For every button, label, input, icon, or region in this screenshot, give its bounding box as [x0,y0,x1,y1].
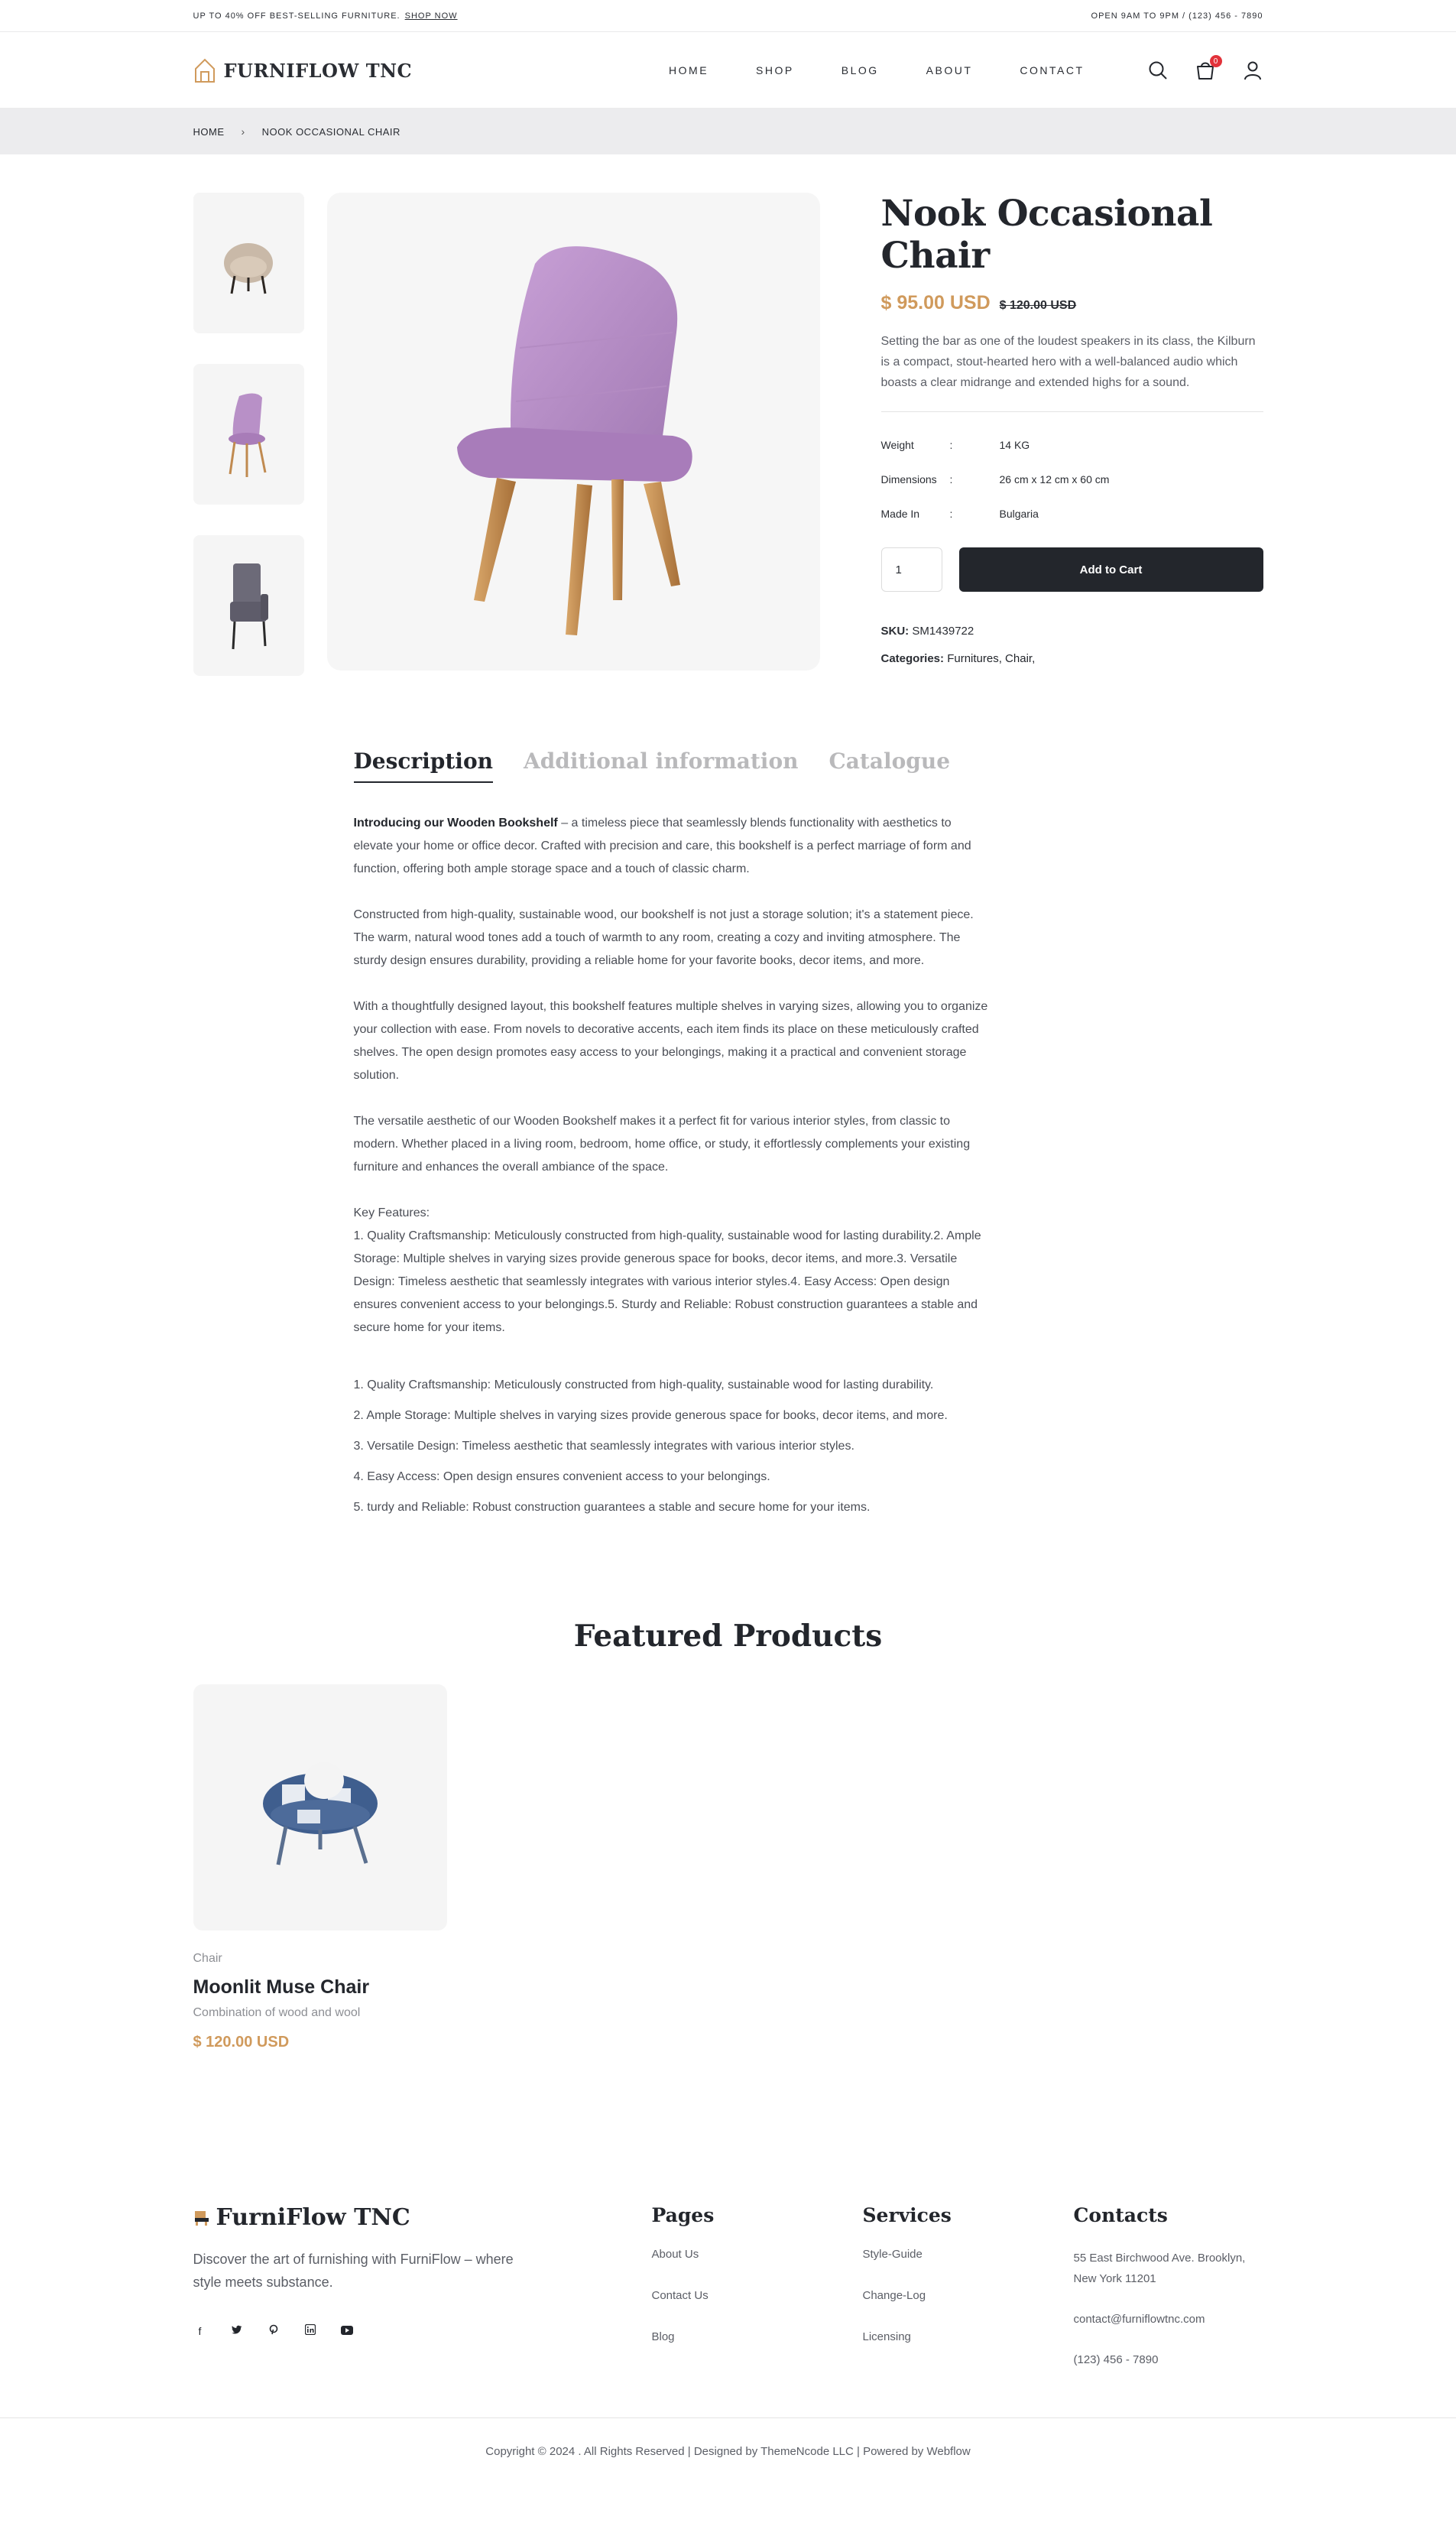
footer-brand [193,2204,652,2390]
spec-separator: : [949,507,953,520]
footer-link-style-guide[interactable]: Style-Guide [862,2248,923,2261]
featured-title: Featured Products [573,1619,883,1654]
footer-brand-name: FurniFlow TNC [216,2204,410,2231]
sku-label: SKU: [880,625,910,638]
product-card-subtitle: Combination of wood and wool [193,2006,361,2019]
sku-row [881,618,1263,645]
search-icon[interactable] [1147,60,1169,81]
chevron-right-icon: › [241,125,245,138]
cart-count-badge: 0 [1210,55,1222,67]
footer-link-licensing[interactable]: Licensing [862,2330,911,2343]
nav-home[interactable]: HOME [669,64,709,76]
list-item: 1. Quality Craftsmanship: Meticulously constructed from high-quality, sustainable wood for lasting durability. [353,1378,934,1391]
spec-dimensions [881,462,1263,496]
main-nav [669,64,1084,76]
intro-text: – a timeless piece that seamlessly blends functionality with aesthetics to elevate your home or office decor. Crafted with precision and care, this bookshelf is a perfect marriage of form and function, offering both ample storage space and a touch of classic charm. [353,817,971,875]
footer-pages-title: Pages [651,2204,715,2226]
footer-pages [652,2204,863,2390]
twitter-icon[interactable] [230,2324,244,2337]
spec-separator: : [949,438,953,451]
facebook-icon[interactable]: f [198,2324,202,2337]
spec-value: Bulgaria [999,507,1039,520]
main-product-image[interactable] [327,193,820,671]
product-meta [881,618,1263,673]
nav-shop[interactable]: SHOP [756,64,794,76]
list-item: 3. Versatile Design: Timeless aesthetic that seamlessly integrates with various interior styles. [353,1440,854,1453]
footer-contacts-title: Contacts [1073,2204,1168,2226]
key-features-block [354,1202,988,1339]
original-price: $ 120.00 USD [999,299,1077,312]
footer-logo[interactable] [193,2204,652,2231]
category-links[interactable]: Furnitures, Chair, [947,652,1036,665]
add-to-cart-button[interactable]: Add to Cart [959,547,1263,592]
purchase-controls [881,547,1263,592]
tab-bar [354,748,988,783]
tab-additional-information[interactable]: Additional information [523,748,799,774]
spec-separator: : [949,472,953,485]
sku-value: SM1439722 [912,625,974,638]
product-card-category: Chair [193,1952,222,1965]
pinterest-icon[interactable] [267,2324,280,2337]
nav-about[interactable]: ABOUT [926,64,973,76]
breadcrumb-current: NOOK OCCASIONAL CHAIR [261,125,400,138]
product-card-image[interactable] [193,1684,447,1930]
nav-contact[interactable]: CONTACT [1020,64,1085,76]
key-features-list [354,1370,988,1523]
spec-weight [881,427,1263,462]
copyright: Copyright © 2024 . All Rights Reserved | Designed by ThemeNcode LLC | Powered by Webflow [0,2417,1456,2485]
footer-link-about[interactable]: About Us [651,2248,699,2261]
product-title: Nook Occasional Chair [880,193,1213,277]
spec-label: Dimensions [880,472,937,485]
breadcrumb [0,109,1456,154]
user-icon[interactable] [1242,60,1263,81]
footer-services [863,2204,1074,2390]
promo-message: UP TO 40% OFF BEST-SELLING FURNITURE. [193,11,400,21]
description-section [354,748,988,1523]
quantity-input[interactable]: 1 [881,547,942,592]
footer-link-contact[interactable]: Contact Us [651,2289,709,2302]
tab-catalogue[interactable]: Catalogue [829,748,951,774]
featured-products [193,1619,1263,2051]
list-item: 2. Ample Storage: Multiple shelves in varying sizes provide generous space for books, decor items, and more. [353,1409,948,1422]
spec-value: 14 KG [999,438,1030,451]
logo-text: FURNIFLOW TNC [223,59,413,82]
description-paragraph: Constructed from high-quality, sustainable wood, our bookshelf is not just a storage solution; it's a statement piece. The warm, natural wood tones add a touch of warmth to any room, creating a cozy and inviting atmosphere. The sturdy design ensures durability, providing a reliable home for your favorite books, decor items, and more. [353,908,974,967]
product-section [193,193,1263,676]
promo-bar [0,0,1456,32]
list-item: 4. Easy Access: Open design ensures convenient access to your belongings. [353,1470,770,1483]
description-paragraph: The versatile aesthetic of our Wooden Bookshelf makes it a perfect fit for various interior styles, from classic to modern. Whether placed in a living room, bedroom, home office, or study, it effortlessly complements your existing furniture and enhances the overall ambiance of the space. [353,1115,971,1174]
promo-text [193,11,458,21]
footer-email[interactable]: contact@furniflowtnc.com [1073,2313,1205,2326]
intro-heading: Introducing our Wooden Bookshelf [353,817,558,830]
breadcrumb-home[interactable]: HOME [193,125,225,138]
product-info [881,193,1263,676]
footer-address: 55 East Birchwood Ave. Brooklyn, New York 11201 [1073,2252,1246,2285]
footer-services-title: Services [862,2204,952,2226]
footer-phone[interactable]: (123) 456 - 7890 [1073,2353,1159,2366]
description-paragraph: With a thoughtfully designed layout, this bookshelf features multiple shelves in varying sizes, allowing you to organize your collection with ease. From novels to decorative accents, each item finds its place on these meticulously crafted shelves. The open design promotes easy access to your belongings, making it a practical and convenient storage solution. [353,1000,988,1082]
linkedin-icon[interactable] [303,2324,317,2337]
site-footer [0,2204,1456,2485]
cart-icon[interactable] [1195,57,1218,81]
armchair-illustration [251,1742,389,1872]
product-description: Setting the bar as one of the loudest speakers in its class, the Kilburn is a compact, stout-hearted hero with a well-balanced audio which boasts a clear midrange and extended highs for a sound. [880,335,1256,389]
house-logo-icon [193,57,216,84]
thumbnail-gray-armchair[interactable] [193,535,304,676]
spec-label: Made In [880,507,920,520]
site-header [0,32,1456,109]
divider [881,411,1263,412]
categories-row [881,645,1263,673]
key-features-title: Key Features: [353,1206,430,1219]
youtube-icon[interactable] [340,2325,354,2337]
logo[interactable] [193,57,413,84]
opening-hours: OPEN 9AM TO 9PM / (123) 456 - 7890 [1091,11,1263,21]
footer-link-blog[interactable]: Blog [651,2330,675,2343]
tab-description[interactable]: Description [354,748,493,783]
product-card-name[interactable]: Moonlit Muse Chair [193,1976,370,1998]
spec-made-in [881,496,1263,531]
footer-link-change-log[interactable]: Change-Log [862,2289,926,2302]
footer-tagline: Discover the art of furnishing with FurniFlow – where style meets substance. [193,2252,514,2290]
chair-logo-icon [193,2210,210,2226]
spec-label: Weight [880,438,914,451]
thumbnail-purple-chair[interactable] [193,364,304,505]
spec-value: 26 cm x 12 cm x 60 cm [999,472,1110,485]
product-card-price: $ 120.00 USD [193,2034,290,2051]
footer-contacts [1074,2204,1263,2390]
purple-chair-illustration [443,218,703,646]
price-block [881,292,1263,314]
social-links [193,2324,652,2337]
nav-blog[interactable]: BLOG [841,64,879,76]
categories-label: Categories: [880,652,945,665]
description-body [354,812,988,1523]
description-paragraph [354,812,988,881]
thumbnail-list [193,193,304,676]
key-features-text: 1. Quality Craftsmanship: Meticulously constructed from high-quality, sustainable wood for lasting durability.2. Ample Storage: Multiple shelves in varying sizes provide generous space for books, decor items, and more.3. Versatile Design: Timeless aesthetic that seamlessly integrates with various interior styles.4. Easy Access: Open design ensures convenient access to your belongings.5. Sturdy and Reliable: Robust construction guarantees a stable and secure home for your items. [353,1229,981,1334]
shop-now-link[interactable]: SHOP NOW [404,11,458,21]
product-card[interactable] [193,1684,447,2051]
list-item: 5. turdy and Reliable: Robust construction guarantees a stable and secure home for your items. [353,1501,871,1514]
thumbnail-beige-chair[interactable] [193,193,304,333]
current-price: $ 95.00 USD [880,292,991,313]
